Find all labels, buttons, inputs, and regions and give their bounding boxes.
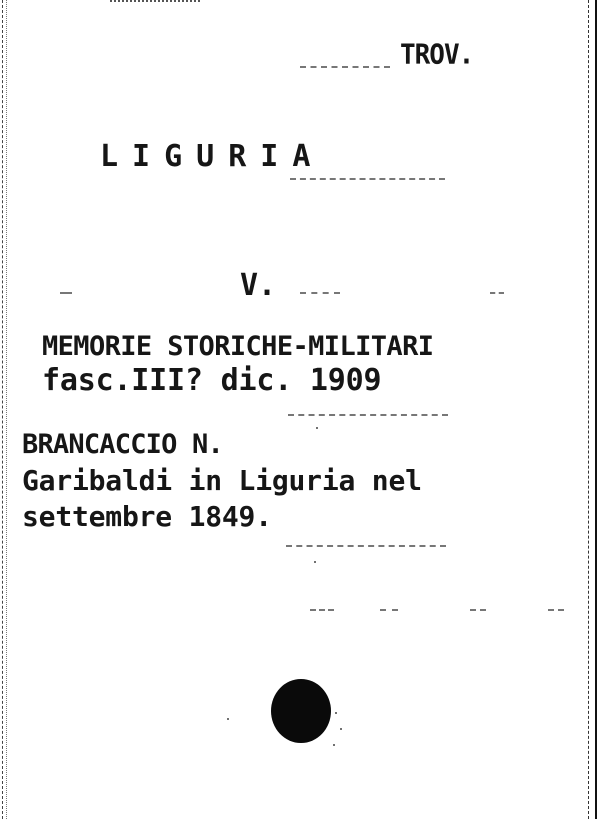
location-mark: TROV. xyxy=(400,39,474,71)
ink-speck xyxy=(227,718,229,720)
ink-speck xyxy=(314,561,316,563)
volume-rule-right xyxy=(300,292,340,294)
bottom-rule-2 xyxy=(380,609,398,611)
heading-rule xyxy=(290,178,445,180)
ink-speck xyxy=(333,744,335,746)
volume-rule-left xyxy=(60,292,72,294)
card-top-edge-mark xyxy=(110,0,200,4)
title-rule xyxy=(286,545,446,547)
card-left-edge xyxy=(2,0,7,819)
subject-heading: LIGURIA xyxy=(100,139,325,174)
bottom-rule-1 xyxy=(310,609,334,611)
series-title: MEMORIE STORICHE-MILITARI xyxy=(42,331,434,362)
article-title-line-2: settembre 1849. xyxy=(22,500,272,533)
bottom-rule-4 xyxy=(548,609,564,611)
volume-rule-far xyxy=(490,292,504,294)
issue-rule xyxy=(288,414,448,416)
card-right-edge xyxy=(588,0,597,819)
issue-reference: fasc.III? dic. 1909 xyxy=(42,363,382,398)
bottom-rule-3 xyxy=(470,609,486,611)
punch-hole xyxy=(271,679,331,743)
location-rule xyxy=(300,66,390,68)
article-title-line-1: Garibaldi in Liguria nel xyxy=(22,464,422,497)
ink-speck xyxy=(340,728,342,730)
volume-label: V. xyxy=(240,268,277,303)
ink-speck xyxy=(316,427,318,429)
ink-speck xyxy=(335,712,337,714)
author-name: BRANCACCIO N. xyxy=(22,429,223,460)
